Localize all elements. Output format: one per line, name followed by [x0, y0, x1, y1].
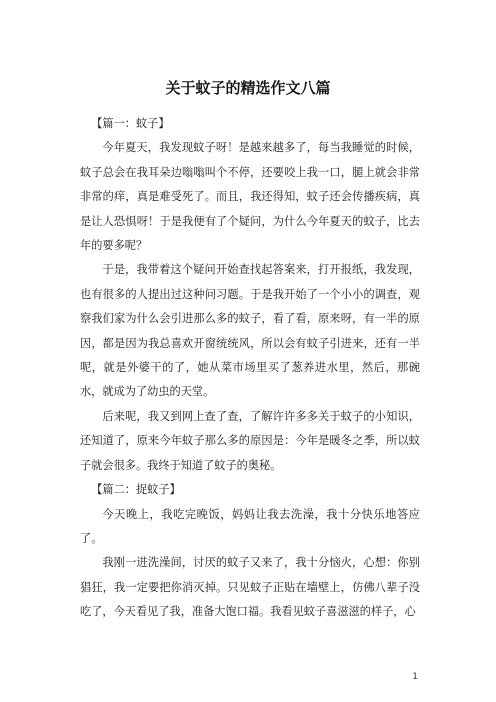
paragraph: 后来呢，我又到网上查了查，了解许许多多关于蚊子的小知识，还知道了，原来今年蚊子那么多的原因是：今年是暖冬之季，所以蚊子就会很多。我终于知道了蚊子的奥秘。: [80, 409, 420, 472]
paragraph: 我刚一进洗澡间，讨厌的蚊子又来了，我十分恼火，心想：你别猖狂，我一定要把你消灭掉。只见蚊子正贴在墙壁上，仿佛八辈子没吃了，今天看见了我，准备大饱口福。我看见蚊子喜滋滋的样子，心: [80, 556, 420, 619]
section-heading-1: 【篇一：蚊子】: [91, 117, 170, 130]
paragraph: 于是，我带着这个疑问开始查找起答案来，打开报纸，我发现，也有很多的人提出过这种问习题。于是我开始了一个小小的调查，观察我们家为什么会引进那么多的蚊子，看了看，原来呀，有一半的原因，都是因为我总喜欢开窗统统风，所以会有蚊子引进来，还有一半呢，就是外婆干的了，她从菜市场里买了葱养进水里，然后，那碗水，就成为了幼虫的天堂。: [80, 263, 420, 399]
paragraph: 今天晚上，我吃完晚饭，妈妈让我去洗澡，我十分快乐地答应了。: [80, 507, 420, 545]
page-number: 1: [412, 672, 418, 682]
document-body: [80, 112, 420, 625]
page-title: 关于蚊子的精选作文八篇: [165, 79, 331, 97]
section-heading-2: 【篇二：捉蚊子】: [91, 483, 181, 497]
paragraph: 今年夏天，我发现蚊子呀！是越来越多了，每当我睡觉的时候，蚊子总会在我耳朵边嗡嗡叫个不停，还要咬上我一口，腿上就会非常非常的痒，真是难受死了。而且，我还得知，蚊子还会传播疾病，真是让人恐惧呀！于是我便有了个疑问，为什么今年夏天的蚊子，比去年的要多呢？: [80, 141, 420, 253]
